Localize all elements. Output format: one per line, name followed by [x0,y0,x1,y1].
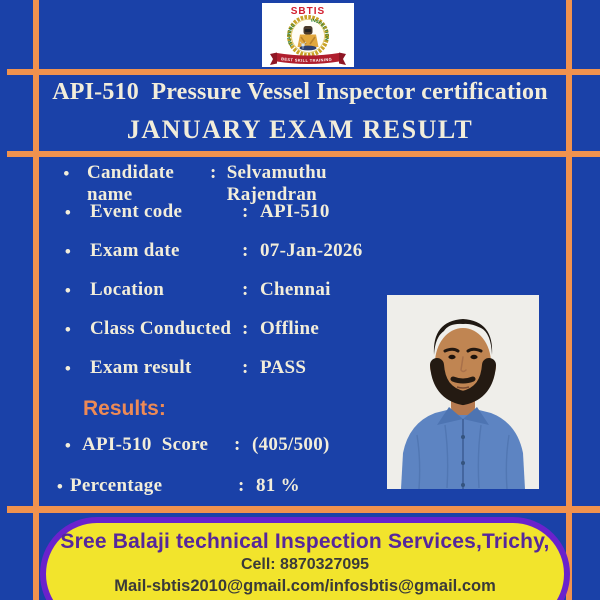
poster-title: API-510 Pressure Vessel Inspector certification [52,79,548,105]
bullet-icon: • [64,320,72,339]
phone-number: Cell: 8870327095 [240,556,370,574]
detail-value: Chennai [260,279,331,300]
bullet-icon: • [63,164,70,183]
colon-separator: : [242,279,249,300]
result-row-score [40,434,400,475]
logo-abbr-text: SBTIS [290,6,326,17]
detail-value: API-510 [260,201,330,222]
colon-separator: : [242,357,249,378]
footer-contact-pill [40,517,570,600]
result-row-percentage [40,475,400,516]
result-label: API-510 Score [82,434,209,455]
colon-separator: : [234,434,241,455]
sbtis-logo-icon [262,3,354,67]
svg-text:TRAINING: TRAINING [286,22,297,48]
frame-line-top [7,69,600,75]
detail-value: Selvamuthu Rajendran [226,162,332,205]
detail-label: Event code [90,201,183,222]
candidate-photo-illustration [387,295,539,489]
details-list [40,162,385,396]
frame-line-middle [7,151,600,157]
colon-separator: : [238,475,245,496]
detail-row-class-conducted [40,318,385,357]
colon-separator: : [242,201,249,222]
detail-row-location [40,279,385,318]
bullet-icon: • [64,359,72,378]
result-value: 81 % [256,475,300,496]
colon-separator: : [210,162,217,183]
results-heading: Results: [83,397,166,420]
company-name: Sree Balaji technical Inspection Services,Trichy, [60,530,550,553]
detail-label: Candidate name [86,162,180,205]
colon-separator: : [242,318,249,339]
detail-label: Exam date [90,240,180,261]
result-label: Percentage [70,475,163,496]
candidate-photo [387,295,539,489]
result-value: (405/500) [252,434,330,455]
detail-label: Location [90,279,165,300]
detail-row-exam-date [40,240,385,279]
detail-row-event-code [40,201,385,240]
bullet-icon: • [64,242,72,261]
email-addresses: Mail-sbtis2010@gmail.com/infosbtis@gmail.com [114,577,496,596]
detail-row-candidate-name [40,162,385,205]
detail-label: Exam result [90,357,192,378]
detail-value: 07-Jan-2026 [260,240,363,261]
detail-value: Offline [260,318,320,339]
detail-value: PASS [260,357,307,378]
svg-text:BEST SKILL TRAINING: BEST SKILL TRAINING [280,56,333,63]
bullet-icon: • [64,281,72,300]
bullet-icon: • [64,203,72,222]
svg-text:INSPECTION: INSPECTION [310,17,330,41]
bullet-icon: • [56,477,64,496]
results-list [40,434,400,516]
bullet-icon: • [64,436,72,455]
detail-label: Class Conducted [90,318,232,339]
poster-subtitle: JANUARY EXAM RESULT [126,115,474,144]
detail-row-exam-result [40,357,385,396]
colon-separator: : [242,240,249,261]
sbtis-logo [262,3,354,67]
